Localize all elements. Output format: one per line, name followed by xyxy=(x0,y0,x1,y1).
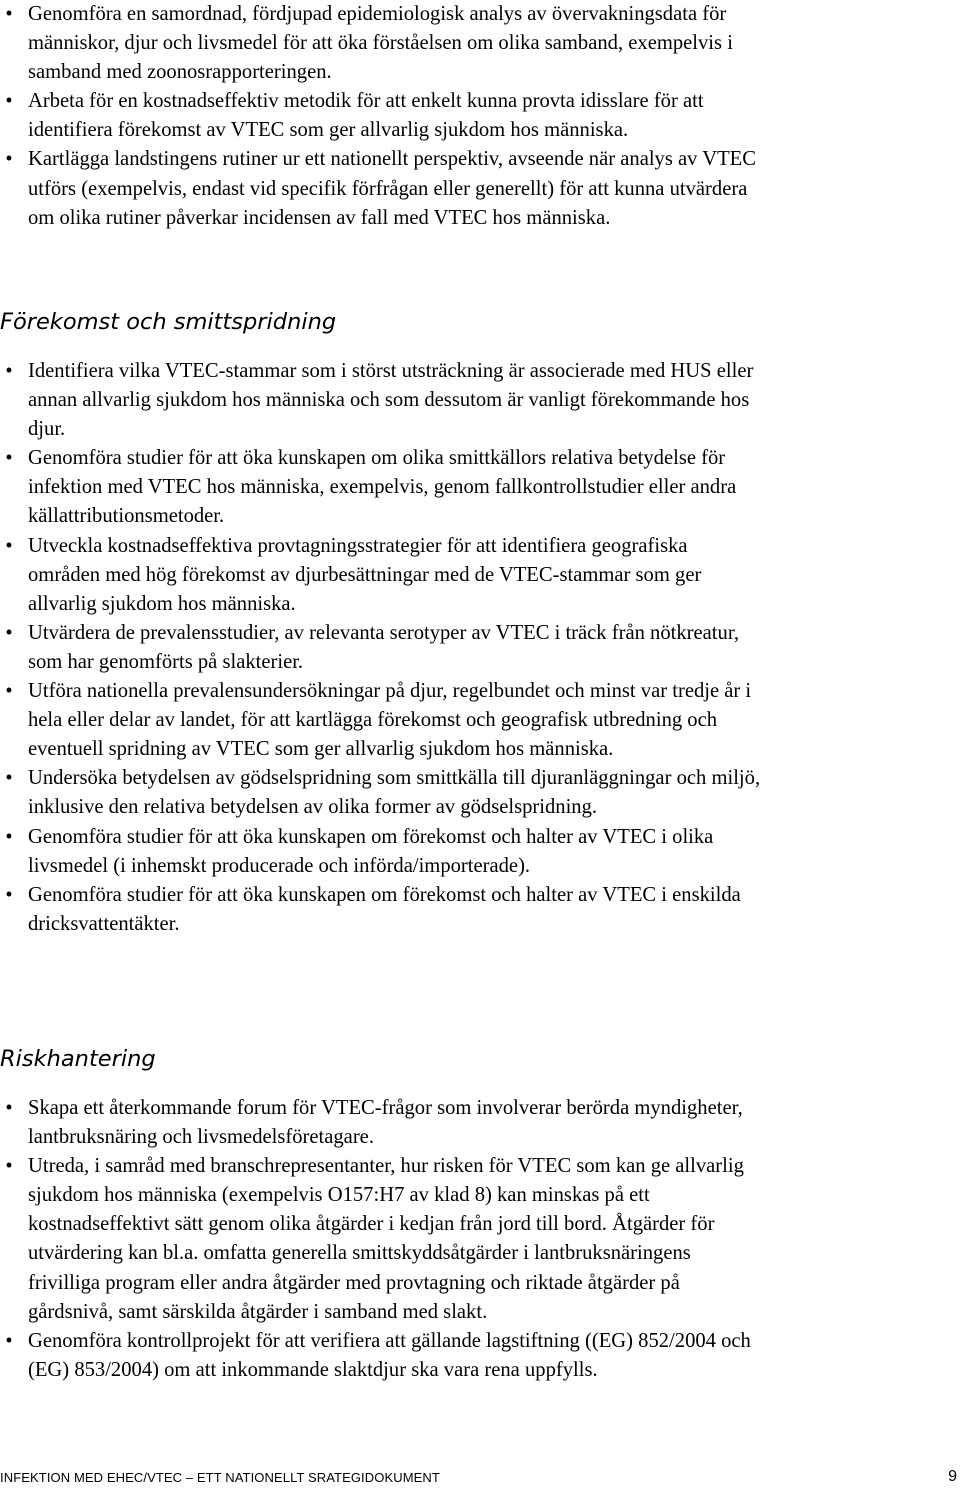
list-item: • Genomföra en samordnad, fördjupad epidemiologisk analys av övervakningsdata för människor, djur och livsmedel för att öka förståelsen om olika samband, exempelvis i samband med zoonosrapporteringen. xyxy=(0,0,758,87)
bullet-icon: • xyxy=(5,447,13,470)
list-item: • Utveckla kostnadseffektiva provtagningsstrategier för att identifiera geografiska områden med hög förekomst av djurbesättningar med de VTEC-stammar som ger allvarlig sjukdom hos människa. xyxy=(0,532,763,619)
bullet-icon: • xyxy=(5,1329,13,1352)
list-item: • Genomföra studier för att öka kunskapen om förekomst och halter av VTEC i enskilda dricksvattentäkter. xyxy=(0,881,763,939)
bullet-icon: • xyxy=(5,148,13,171)
list-item: • Genomföra studier för att öka kunskapen om förekomst och halter av VTEC i olika livsmedel (i inhemskt producerade och införda/importerade). xyxy=(0,823,763,881)
intro-bullet-list xyxy=(0,0,960,233)
list-item: • Identifiera vilka VTEC-stammar som i störst utsträckning är associerade med HUS eller annan allvarlig sjukdom hos människa och som dessutom är vanligt förekommande hos djur. xyxy=(0,357,763,444)
footer-document-title: INFEKTION MED EHEC/VTEC – ETT NATIONELLT SRATEGIDOKUMENT xyxy=(0,1470,440,1485)
bullet-icon: • xyxy=(5,680,13,703)
bullet-icon: • xyxy=(5,621,13,644)
bullet-icon: • xyxy=(5,534,13,557)
list-item: • Utvärdera de prevalensstudier, av relevanta serotyper av VTEC i träck från nötkreatur, som har genomförts på slakterier. xyxy=(0,619,763,677)
list-item: • Genomföra studier för att öka kunskapen om olika smittkällors relativa betydelse för infektion med VTEC hos människa, exempelvis, genom fallkontrollstudier eller andra källattributionsmetoder. xyxy=(0,444,763,531)
page-number: 9 xyxy=(948,1468,957,1485)
list-item: • Utreda, i samråd med branschrepresentanter, hur risken för VTEC som kan ge allvarlig sjukdom hos människa (exempelvis O157:H7 av klad 8) kan minskas på ett kostnadseffektivt sätt genom olika åtgärder i kedjan från jord till bord. Åtgärder för utvärdering kan bl.a. omfatta generella smittskyddsåtgärder i lantbruksnäringens frivilliga program eller andra åtgärder med provtagning och riktade åtgärder på gårdsnivå, samt särskilda åtgärder i samband med slakt. xyxy=(0,1152,763,1327)
bullet-icon: • xyxy=(5,1155,13,1178)
section-heading-spread: Förekomst och smittspridning xyxy=(0,309,337,335)
bullet-icon: • xyxy=(5,1097,13,1119)
bullet-icon: • xyxy=(5,3,13,25)
risk-bullet-list xyxy=(0,1094,960,1385)
bullet-icon: • xyxy=(5,90,13,113)
spread-bullet-list xyxy=(0,357,960,939)
bullet-icon: • xyxy=(5,360,13,382)
list-item: • Utföra nationella prevalensundersökningar på djur, regelbundet och minst var tredje år i hela eller delar av landet, för att kartlägga förekomst och geografisk utbredning och eventuell spridning av VTEC som ger allvarlig sjukdom hos människa. xyxy=(0,677,763,764)
list-item: • Skapa ett återkommande forum för VTEC-frågor som involverar berörda myndigheter, lantbruksnäring och livsmedelsföretagare. xyxy=(0,1094,763,1152)
bullet-icon: • xyxy=(5,767,13,790)
bullet-icon: • xyxy=(5,883,13,906)
list-item: • Kartlägga landstingens rutiner ur ett nationellt perspektiv, avseende när analys av VTEC utförs (exempelvis, endast vid specifik förfrågan eller generellt) för att kunna utvärdera om olika rutiner påverkar incidensen av fall med VTEC hos människa. xyxy=(0,145,758,232)
section-heading-risk: Riskhantering xyxy=(0,1046,156,1072)
list-item: • Undersöka betydelsen av gödselspridning som smittkälla till djuranläggningar och miljö, inklusive den relativa betydelsen av olika former av gödselspridning. xyxy=(0,764,763,822)
bullet-icon: • xyxy=(5,825,13,848)
list-item: • Arbeta för en kostnadseffektiv metodik för att enkelt kunna provta idisslare för att identifiera förekomst av VTEC som ger allvarlig sjukdom hos människa. xyxy=(0,87,758,145)
page-footer xyxy=(0,1468,960,1488)
list-item: • Genomföra kontrollprojekt för att verifiera att gällande lagstiftning ((EG) 852/2004 och (EG) 853/2004) om att inkommande slaktdjur ska vara rena uppfylls. xyxy=(0,1327,763,1385)
